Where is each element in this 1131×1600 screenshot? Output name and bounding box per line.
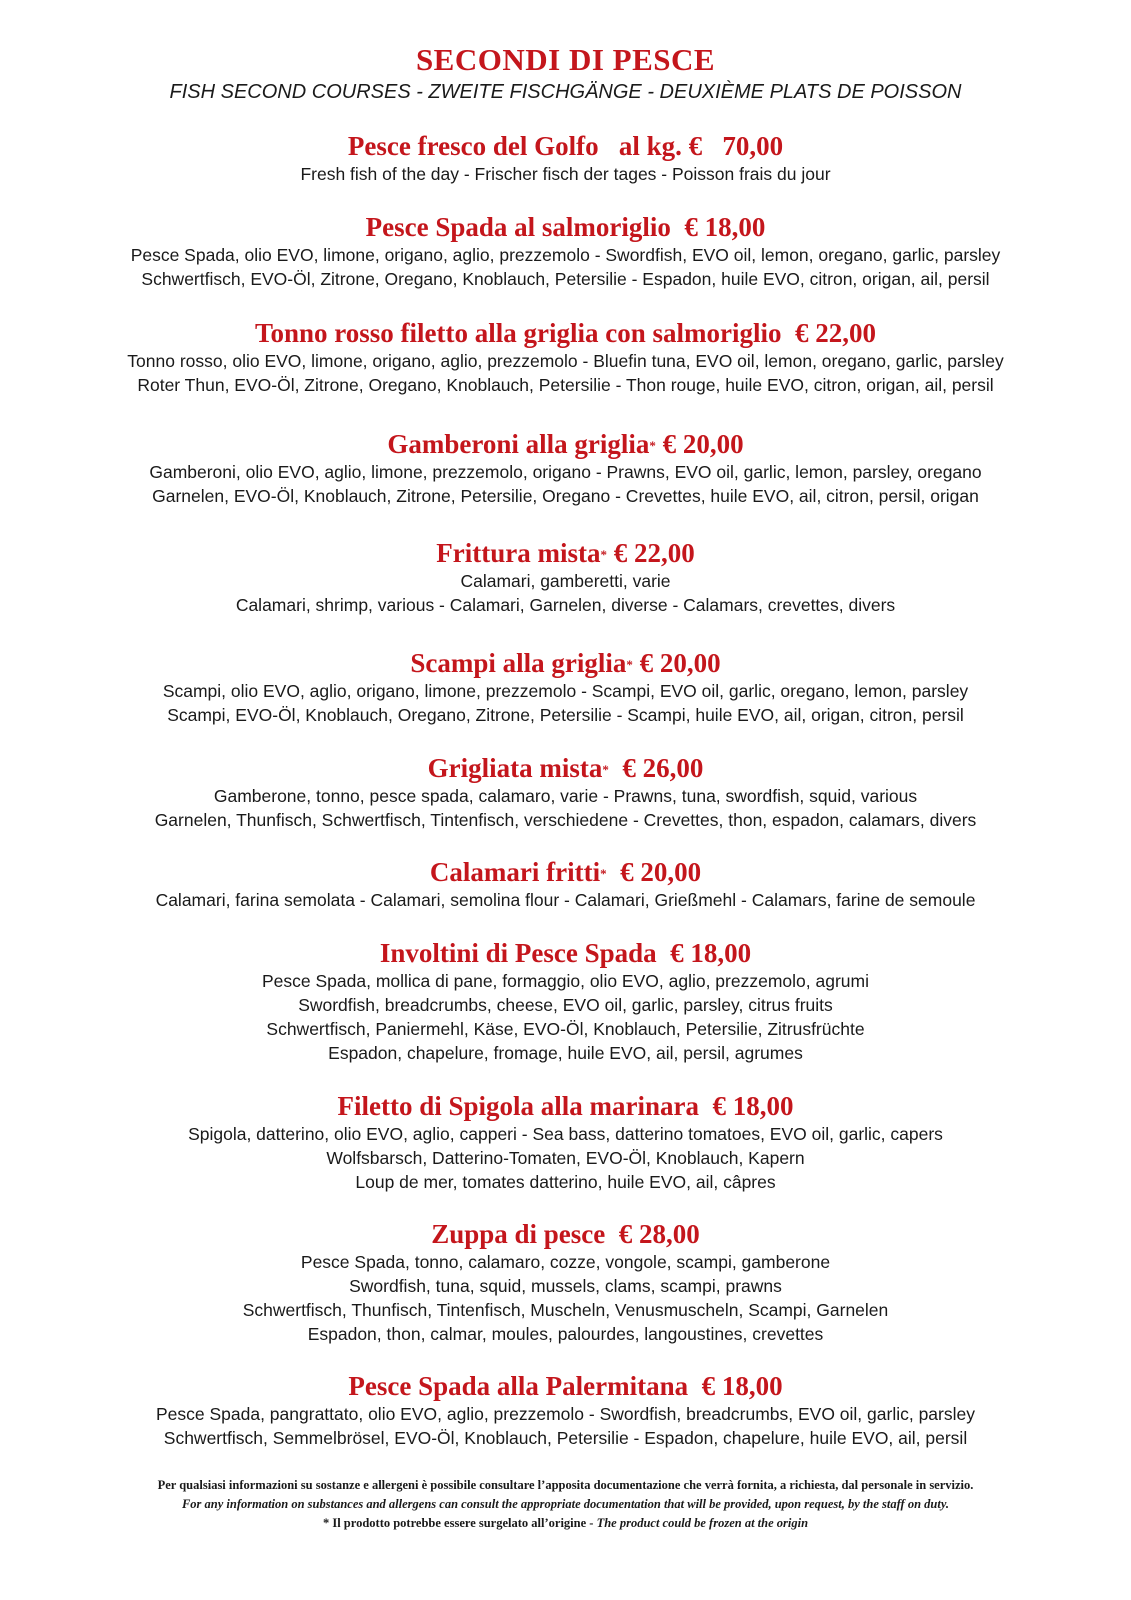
menu-item-description: Fresh fish of the day - Frischer fisch der tages - Poisson frais du jour <box>300 164 831 184</box>
menu-item-title: Scampi alla griglia <box>410 648 627 678</box>
menu-item-price: € 22,00 <box>606 538 695 568</box>
menu-item <box>0 428 1131 508</box>
menu-item <box>0 130 1131 186</box>
menu-item-description: Tonno rosso, olio EVO, limone, origano, aglio, prezzemolo - Bluefin tuna, EVO oil, lemon, oregano, garlic, parsley <box>127 351 1004 371</box>
menu-item-description: Schwertfisch, Thunfisch, Tintenfisch, Muscheln, Venusmuscheln, Scampi, Garnelen <box>242 1300 889 1320</box>
menu-item-price: € 26,00 <box>608 753 704 783</box>
menu-item-title: Tonno rosso filetto alla griglia con salmoriglio € 22,00 <box>254 318 876 348</box>
menu-item-description: Swordfish, tuna, squid, mussels, clams, scampi, prawns <box>349 1276 782 1296</box>
menu-item-description: Gamberoni, olio EVO, aglio, limone, prezzemolo, origano - Prawns, EVO oil, garlic, lemon, parsley, oregano <box>149 462 982 482</box>
menu-item-description: Scampi, olio EVO, aglio, origano, limone, prezzemolo - Scampi, EVO oil, garlic, oregano, lemon, parsley <box>162 681 969 701</box>
menu-item <box>0 1370 1131 1450</box>
menu-item-description: Spigola, datterino, olio EVO, aglio, capperi - Sea bass, datterino tomatoes, EVO oil, garlic, capers <box>188 1124 943 1144</box>
menu-item-description: Garnelen, EVO-Öl, Knoblauch, Zitrone, Petersilie, Oregano - Crevettes, huile EVO, ail, citron, persil, origan <box>152 486 979 506</box>
page-subtitle: FISH SECOND COURSES - ZWEITE FISCHGÄNGE - DEUXIÈME PLATS DE POISSON <box>169 81 962 103</box>
menu-item-description: Wolfsbarsch, Datterino-Tomaten, EVO-Öl, Knoblauch, Kapern <box>326 1148 805 1168</box>
menu-item <box>0 211 1131 291</box>
menu-item-description: Roter Thun, EVO-Öl, Zitrone, Oregano, Knoblauch, Petersilie - Thon rouge, huile EVO, citron, origan, ail, persil <box>137 375 994 395</box>
menu-item <box>0 1090 1131 1194</box>
allergen-notice <box>0 1476 1131 1533</box>
frozen-mark: * <box>600 547 607 562</box>
menu-item-title: Pesce Spada alla Palermitana € 18,00 <box>348 1371 783 1401</box>
menu-item-name <box>0 647 1131 679</box>
page-title: SECONDI DI PESCE <box>415 42 716 77</box>
menu-item-description: Schwertfisch, Semmelbrösel, EVO-Öl, Knoblauch, Petersilie - Espadon, chapelure, huile EVO, ail, persil <box>163 1428 968 1448</box>
allergen-notice-en: For any information on substances and allergens can consult the appropriate documentation that will be provided, upon request, by the staff on duty. <box>181 1497 950 1511</box>
menu-item-description: Loup de mer, tomates datterino, huile EVO, ail, câpres <box>355 1172 776 1192</box>
menu-item-description: Calamari, farina semolata - Calamari, semolina flour - Calamari, Grießmehl - Calamars, farine de semoule <box>155 890 976 910</box>
menu-item-title: Frittura mista <box>436 538 601 568</box>
menu-item-name <box>0 856 1131 888</box>
frozen-mark: * <box>649 438 656 453</box>
menu-item-name <box>0 211 1131 243</box>
menu-item <box>0 856 1131 912</box>
menu-item-description: Espadon, thon, calmar, moules, palourdes, langoustines, crevettes <box>307 1324 824 1344</box>
menu-item <box>0 317 1131 397</box>
frozen-notice-it: * Il prodotto potrebbe essere surgelato all’origine - <box>322 1516 597 1530</box>
menu-item-description: Calamari, gamberetti, varie <box>460 571 671 591</box>
menu-item-name <box>0 1370 1131 1402</box>
menu-item <box>0 537 1131 617</box>
menu-item-description: Schwertfisch, Paniermehl, Käse, EVO-Öl, Knoblauch, Petersilie, Zitrusfrüchte <box>266 1019 865 1039</box>
menu-item-description: Pesce Spada, olio EVO, limone, origano, aglio, prezzemolo - Swordfish, EVO oil, lemon, oregano, garlic, parsley <box>130 245 1001 265</box>
menu-item-description: Gamberone, tonno, pesce spada, calamaro, varie - Prawns, tuna, swordfish, squid, various <box>213 786 918 806</box>
menu-item-description: Garnelen, Thunfisch, Schwertfisch, Tintenfisch, verschiedene - Crevettes, thon, espadon, calamars, divers <box>154 810 977 830</box>
frozen-mark: * <box>600 866 607 881</box>
frozen-mark: * <box>602 762 609 777</box>
allergen-notice-it: Per qualsiasi informazioni su sostanze e allergeni è possibile consultare l’apposita documentazione che verrà fornita, a richiesta, dal personale in servizio. <box>157 1478 974 1492</box>
menu-item-title: Filetto di Spigola alla marinara € 18,00 <box>337 1091 794 1121</box>
menu-item <box>0 1218 1131 1346</box>
menu-item-name <box>0 1090 1131 1122</box>
menu-item-title: Calamari fritti <box>429 857 601 887</box>
menu-item <box>0 752 1131 832</box>
menu-item-name <box>0 752 1131 784</box>
menu-item-description: Schwertfisch, EVO-Öl, Zitrone, Oregano, Knoblauch, Petersilie - Espadon, huile EVO, citron, origan, ail, persil <box>141 269 990 289</box>
menu-item-description: Calamari, shrimp, various - Calamari, Garnelen, diverse - Calamars, crevettes, divers <box>235 595 896 615</box>
menu-item-title: Zuppa di pesce € 28,00 <box>431 1219 700 1249</box>
menu-item-name <box>0 937 1131 969</box>
menu-item-description: Scampi, EVO-Öl, Knoblauch, Oregano, Zitrone, Petersilie - Scampi, huile EVO, ail, origan, citron, persil <box>167 705 964 725</box>
menu-item-title: Pesce fresco del Golfo al kg. € 70,00 <box>347 131 784 161</box>
menu-item <box>0 937 1131 1065</box>
menu-item-name <box>0 428 1131 460</box>
menu-item-price: € 20,00 <box>632 648 721 678</box>
menu-item-description: Pesce Spada, mollica di pane, formaggio, olio EVO, aglio, prezzemolo, agrumi <box>262 971 869 991</box>
menu-item-name <box>0 537 1131 569</box>
menu-item-title: Grigliata mista <box>427 753 603 783</box>
menu-item-name <box>0 317 1131 349</box>
menu-item-description: Espadon, chapelure, fromage, huile EVO, ail, persil, agrumes <box>328 1043 803 1063</box>
menu-item-title: Involtini di Pesce Spada € 18,00 <box>379 938 752 968</box>
frozen-notice <box>0 1514 1131 1533</box>
menu-item-name <box>0 1218 1131 1250</box>
menu-item-price: € 20,00 <box>606 857 702 887</box>
menu-item-price: € 20,00 <box>655 429 744 459</box>
frozen-mark: * <box>626 657 633 672</box>
menu-item <box>0 647 1131 727</box>
menu-item-title: Gamberoni alla griglia <box>387 429 650 459</box>
frozen-notice-en: The product could be frozen at the origin <box>596 1516 809 1530</box>
menu-item-title: Pesce Spada al salmoriglio € 18,00 <box>365 212 766 242</box>
menu-item-description: Pesce Spada, pangrattato, olio EVO, aglio, prezzemolo - Swordfish, breadcrumbs, EVO oil, garlic, parsley <box>155 1404 975 1424</box>
menu-item-name <box>0 130 1131 162</box>
menu-item-description: Swordfish, breadcrumbs, cheese, EVO oil, garlic, parsley, citrus fruits <box>298 995 833 1015</box>
menu-item-description: Pesce Spada, tonno, calamaro, cozze, vongole, scampi, gamberone <box>300 1252 831 1272</box>
